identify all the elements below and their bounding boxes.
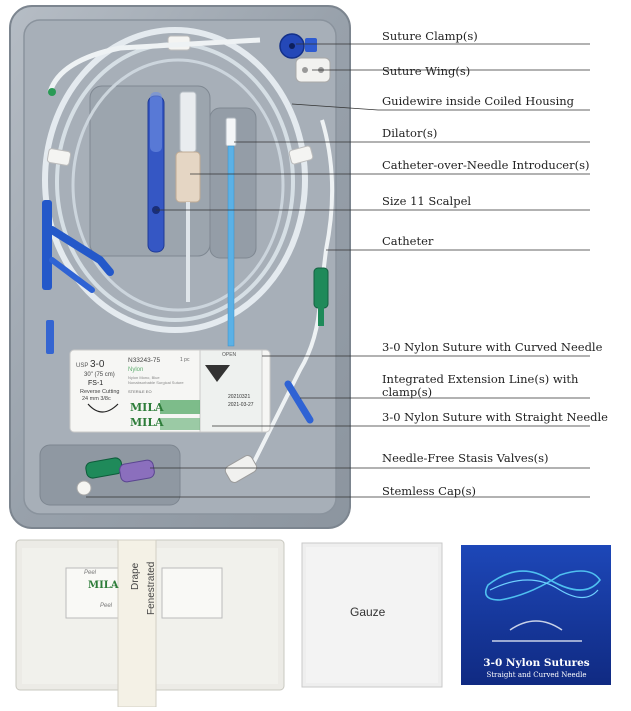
suture-count: 1 pc [180,357,190,363]
suture-brand: MILA [130,401,164,414]
label-curved-suture: 3-0 Nylon Suture with Curved Needle [382,340,603,354]
label-suture-clamp: Suture Clamp(s) [382,29,478,43]
gauze-label: Gauze [350,605,386,619]
suture-brand-2: MILA [130,416,164,429]
label-dilator: Dilator(s) [382,126,438,140]
label-straight-suture: 3-0 Nylon Suture with Straight Needle [382,410,608,424]
suture-needle-type: Reverse Cutting [80,389,120,395]
label-stemless-cap: Stemless Cap(s) [382,484,477,498]
label-extension-line: Integrated Extension Line(s) with clamp(s) [382,372,579,399]
suture-exp: 2021-03-27 [228,402,254,408]
label-catheter: Catheter [382,234,434,248]
suture-usp: USP [76,363,89,369]
suture-desc2: Nonabsorbable Surgical Suture [128,380,184,385]
suture-box-subtitle: Straight and Curved Needle [486,671,587,679]
label-suture-wing: Suture Wing(s) [382,64,471,78]
drape-brand: MILA [88,580,119,591]
suture-code: N33243-75 [128,357,161,364]
suture-size: 3-0 [90,359,105,370]
suture-length: 30" (75 cm) [84,372,115,378]
scalpel [148,92,164,252]
label-introducer: Catheter-over-Needle Introducer(s) [382,158,590,172]
drape-label-a: Fenestrated [146,561,157,615]
suture-desc1: Nylon Mono, Blue [128,375,160,380]
suture-needle-size: 24 mm 3/8c [82,396,111,402]
drape-label-b: Drape [130,562,141,590]
suture-sterile: STERILE EO [128,389,152,394]
suture-material: Nylon [128,367,144,373]
label-guidewire: Guidewire inside Coiled Housing [382,94,575,108]
suture-box-title: 3-0 Nylon Sutures [483,657,590,669]
drape-peel-text: Peel [84,570,97,576]
label-scalpel: Size 11 Scalpel [382,194,472,208]
suture-needle: FS-1 [88,380,104,387]
label-stasis-valves: Needle-Free Stasis Valves(s) [382,451,549,465]
suture-open: OPEN [222,352,237,358]
suture-lot: 20210321 [228,394,251,400]
drape-peel-text-2: Peel [100,603,113,609]
